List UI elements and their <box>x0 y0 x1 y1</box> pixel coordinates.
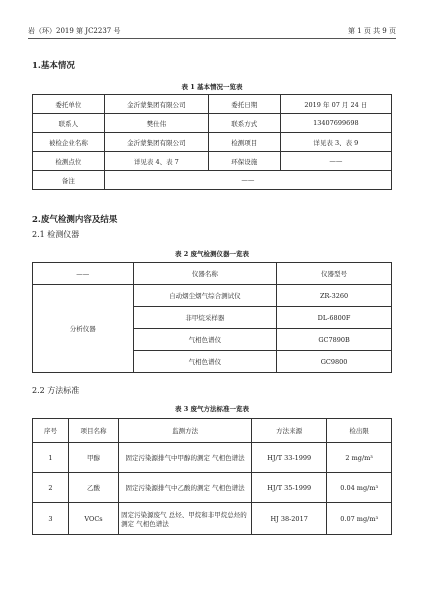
table3-caption: 表 3 废气方法标准一览表 <box>174 405 250 413</box>
instrument-model: ZR-3260 <box>277 285 392 307</box>
method-table <box>32 418 392 535</box>
table-cell: 乙酸 <box>68 473 118 503</box>
column-header: 仪器型号 <box>277 263 392 285</box>
subsection-heading-instruments: 2.1 检测仪器 <box>32 230 80 239</box>
page-header <box>28 26 396 39</box>
column-header: —— <box>33 263 134 285</box>
table-cell: 被检企业名称 <box>33 133 105 152</box>
remark-label: 备注 <box>33 171 105 190</box>
column-header: 序号 <box>33 419 69 443</box>
table-row <box>33 95 392 114</box>
table-cell: 0.04 mg/m³ <box>327 473 392 503</box>
column-header: 方法来源 <box>251 419 326 443</box>
table-row <box>33 171 392 190</box>
table-cell: 甲醇 <box>68 443 118 473</box>
table-cell: 固定污染源废气 总烃、甲烷和非甲烷总烃的测定 气相色谱法 <box>119 503 252 535</box>
column-header: 监测方法 <box>119 419 252 443</box>
column-header: 项目名称 <box>68 419 118 443</box>
table2-caption: 表 2 废气检测仪器一览表 <box>174 250 250 258</box>
table-row <box>33 473 392 503</box>
table-cell: 检测点位 <box>33 152 105 171</box>
table-row <box>33 152 392 171</box>
table-cell: 详见表 3、表 9 <box>280 133 391 152</box>
table-cell: 详见表 4、表 7 <box>104 152 208 171</box>
column-header: 仪器名称 <box>133 263 277 285</box>
table-cell: 环保设施 <box>208 152 280 171</box>
basic-info-table <box>32 94 392 190</box>
table-cell: 1 <box>33 443 69 473</box>
table1-caption: 表 1 基本情况一览表 <box>181 83 243 91</box>
table-cell: 联系方式 <box>208 114 280 133</box>
table-cell: 3 <box>33 503 69 535</box>
table-row <box>33 114 392 133</box>
table-cell: HJ 38-2017 <box>251 503 326 535</box>
table-cell: 2019 年 07 月 24 日 <box>280 95 391 114</box>
column-header: 检出限 <box>327 419 392 443</box>
report-number: 岩（环）2019 第 JC2237 号 <box>28 27 121 35</box>
table-cell: 樊仕伟 <box>104 114 208 133</box>
table-cell: 委托单位 <box>33 95 105 114</box>
instrument-name: 气相色谱仪 <box>133 351 277 373</box>
subsection-heading-methods: 2.2 方法标准 <box>32 386 80 395</box>
instrument-group: 分析仪器 <box>33 285 134 373</box>
table-cell: 金沂蒙集团有限公司 <box>104 133 208 152</box>
instrument-name: 自动烟尘烟气综合测试仪 <box>133 285 277 307</box>
page-number: 第 1 页 共 9 页 <box>347 27 396 35</box>
table-cell: HJ/T 35-1999 <box>251 473 326 503</box>
table-cell: 固定污染源排气中甲醇的测定 气相色谱法 <box>119 443 252 473</box>
table-cell: 委托日期 <box>208 95 280 114</box>
table-cell: 固定污染源排气中乙酸的测定 气相色谱法 <box>119 473 252 503</box>
instrument-model: GC7890B <box>277 329 392 351</box>
remark-value: —— <box>104 171 391 190</box>
table-cell: 2 <box>33 473 69 503</box>
section-heading-exhaust-gas: 2.废气检测内容及结果 <box>32 215 118 225</box>
table-cell: 联系人 <box>33 114 105 133</box>
table-cell: 金沂蒙集团有限公司 <box>104 95 208 114</box>
instrument-model: GC9800 <box>277 351 392 373</box>
table-header-row <box>33 419 392 443</box>
instrument-model: DL-6800F <box>277 307 392 329</box>
instrument-name: 气相色谱仪 <box>133 329 277 351</box>
table-row <box>33 285 392 307</box>
table-row <box>33 133 392 152</box>
instrument-table <box>32 262 392 373</box>
table-cell: 2 mg/m³ <box>327 443 392 473</box>
instrument-name: 非甲烷采样器 <box>133 307 277 329</box>
section-heading-basic-info: 1.基本情况 <box>32 61 75 71</box>
table-cell: HJ/T 33-1999 <box>251 443 326 473</box>
table-cell: 13407699698 <box>280 114 391 133</box>
table-header-row <box>33 263 392 285</box>
table-cell: 检测项目 <box>208 133 280 152</box>
table-cell: —— <box>280 152 391 171</box>
table-cell: 0.07 mg/m³ <box>327 503 392 535</box>
table-row <box>33 443 392 473</box>
table-cell: VOCs <box>68 503 118 535</box>
table-row <box>33 503 392 535</box>
